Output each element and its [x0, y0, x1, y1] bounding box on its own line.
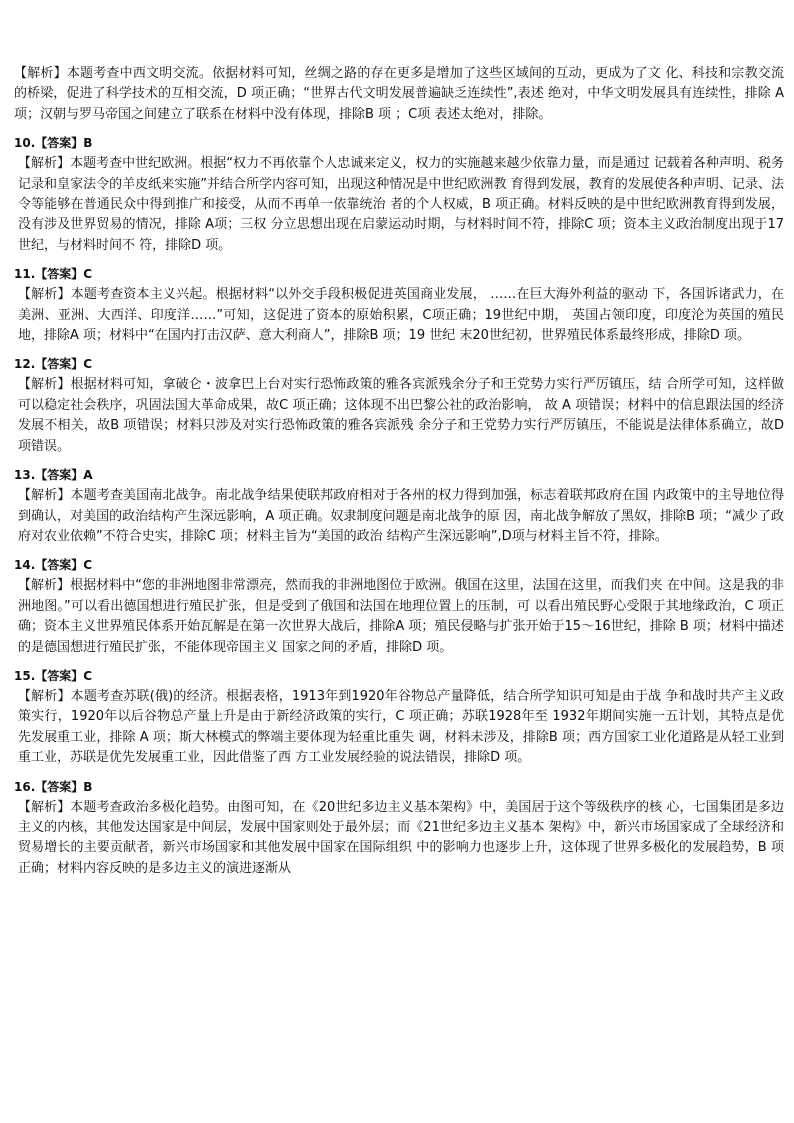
analysis-text: 【解析】本题考查中世纪欧洲。根据“权力不再依靠个人忠诚来定义，权力的实施越来越少依靠力量，而是通过 记载着各种声明、税务记录和皇家法令的羊皮纸来实施”并结合所学内容可知，出现这种情况是中世纪欧洲教 育得到发展，教育的发展使各种声明、记录、法令等能够在普通民众中得到推广和接受，从而不再单一依靠统治 者的个人权威，B 项正确。材料反映的是中世纪欧洲教育得到发展，没有涉及世界贸易的情况，排除 A项；三权 分立思想出现在启蒙运动时期，与材料时间不符，排除C 项；资本主义政治制度出现于17世纪，与材料时间不 符，排除D 项。 [18, 156, 784, 253]
answer-label: 【答案】C [35, 357, 93, 372]
answer-label: 【答案】A [35, 468, 93, 483]
answer-label: 【答案】B [35, 779, 93, 794]
answer-label: 【答案】B [35, 136, 93, 151]
question-number: 16. [14, 779, 36, 794]
analysis-text: 【解析】本题考查政治多极化趋势。由图可知，在《20世纪多边主义基本架构》中，美国居于这个等级秩序的核 心，七国集团是多边主义的内核，其他发达国家是中间层，发展中国家则处于最外层；而《21世纪多边主义基本 架构》中，新兴市场国家成了全球经济和贸易增长的主要贡献者，新兴市场国家和其他发展中国家在国际组织 中的影响力也逐步上升，这体现了世界多极化的发展趋势，B 项正确；材料内容反映的是多边主义的演进逐渐从 [18, 799, 784, 876]
analysis-text: 【解析】本题考查苏联(俄)的经济。根据表格，1913年到1920年谷物总产量降低，结合所学知识可知是由于战 争和战时共产主义政策实行，1920年以后谷物总产量上升是由于新经济政策的实行，C 项正确；苏联1928年至 1932年期间实施一五计划，其特点是优先发展重工业，排除 A 项；斯大林模式的弊端主要体现为轻重比重失 调，材料未涉及，排除B 项；西方国家工业化道路是从轻工业到重工业，苏联是优先发展重工业，因此借鉴了西 方工业发展经验的说法错误，排除D 项。 [18, 688, 784, 766]
answer-explanations [14, 64, 784, 879]
question-number: 14. [14, 558, 36, 573]
question-number: 15. [14, 668, 36, 683]
answer-line [14, 265, 784, 283]
answer-line [14, 355, 784, 373]
question-item-15 [14, 667, 784, 769]
question-item-16 [14, 778, 784, 880]
analysis-text: 【解析】根据材料中“您的非洲地图非常漂亮，然而我的非洲地图位于欧洲。俄国在这里，法国在这里，而我们夹 在中间。这是我的非洲地图。”可以看出德国想进行殖民扩张，但是受到了俄国和法国在地理位置上的压制，可 以看出殖民野心受限于其地缘政治，C 项正确；资本主义世界殖民体系开始瓦解是在第一次世界大战后，排除A 项；殖民侵略与扩张开始于15～16世纪，排除 B 项；材料中描述的是德国想进行殖民扩张，不能体现帝国主义 国家之间的矛盾，排除D 项。 [18, 578, 784, 655]
question-number: 13. [14, 468, 36, 483]
answer-line [14, 667, 784, 685]
question-number: 10. [14, 136, 36, 151]
question-item-14 [14, 556, 784, 658]
intro-analysis: 【解析】本题考查中西文明交流。依据材料可知，丝绸之路的存在更多是增加了这些区域间的互动，更成为了文 化、科技和宗教交流的桥梁，促进了科学技术的互相交流，D 项正确；“世界古代文明发展普遍缺乏连续性”,表述 绝对，中华文明发展具有连续性，排除 A 项；汉朝与罗马帝国之间建立了联系在材料中没有体现，排除B 项 ；C项 表述太绝对，排除。 [14, 66, 784, 122]
answer-line [14, 466, 784, 484]
question-number: 12. [14, 357, 36, 372]
answer-line [14, 134, 784, 152]
question-item-11 [14, 265, 784, 346]
answer-line [14, 778, 784, 796]
answer-line [14, 556, 784, 574]
answer-label: 【答案】C [35, 668, 93, 683]
question-item-13 [14, 466, 784, 547]
analysis-text: 【解析】本题考查资本主义兴起。根据材料“以外交手段积极促进英国商业发展， ……在巨大海外利益的驱动 下，各国诉诸武力，在美洲、亚洲、大西洋、印度洋……”可知，这促进了资本的原始积累，C项正确；19世纪中期， 英国占领印度，印度沦为英国的殖民地，排除A 项；材料中“在国内打击汉萨、意大利商人”，排除B 项；19 世纪 末20世纪初，世界殖民体系最终形成，排除D 项。 [18, 287, 784, 344]
answer-label: 【答案】C [35, 558, 93, 573]
question-item-10 [14, 134, 784, 256]
analysis-text: 【解析】根据材料可知，拿破仑・波拿巴上台对实行恐怖政策的雅各宾派残余分子和王党势力实行严厉镇压，结 合所学可知，这样做可以稳定社会秩序，巩固法国大革命成果，故C 项正确；这体现不出巴黎公社的政治影响， 故 A 项错误；材料中的信息跟法国的经济发展不相关，故B 项错误；材料只涉及对实行恐怖政策的雅各宾派残 余分子和王党势力实行严厉镇压，不能说是法律体系确立，故D 项错误。 [18, 377, 784, 454]
question-number: 11. [14, 267, 36, 282]
question-item-12 [14, 355, 784, 457]
analysis-text: 【解析】本题考查美国南北战争。南北战争结果使联邦政府相对于各州的权力得到加强，标志着联邦政府在国 内政策中的主导地位得到确认，对美国的政治结构产生深远影响，A 项正确。奴隶制度问题是南北战争的原 因，南北战争解放了黑奴，排除B 项；“减少了政府对农业依赖”不符合史实，排除C 项；材料主旨为“美国的政治 结构产生深远影响”,D项与材料主旨不符，排除。 [18, 488, 784, 544]
answer-label: 【答案】C [35, 267, 93, 282]
